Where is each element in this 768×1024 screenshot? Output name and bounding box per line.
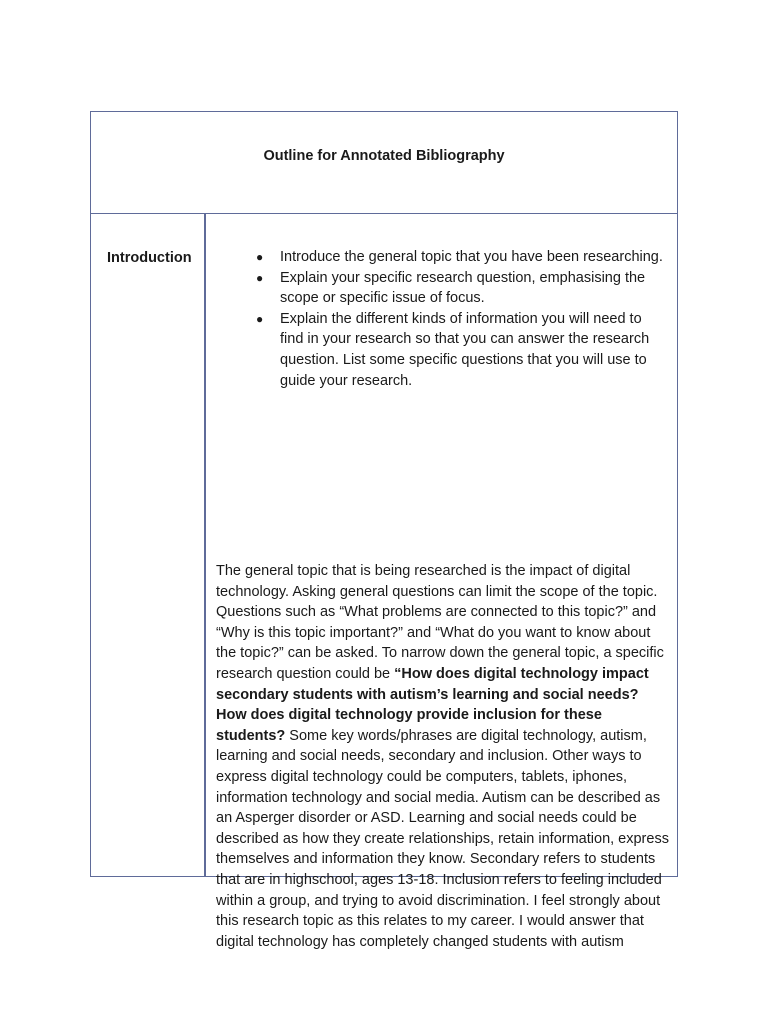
paragraph-text-start: The general topic that is being researched is the impact of digital technology. Asking general questions can limit the scope of the topic. Questions such as “What problems are connected to this topic?” and “Why is this topic important?” and “What do you want to know about the topic?” can be asked. To narrow down the general topic, a specific research question could be bbox=[216, 563, 664, 682]
instruction-text: Explain the different kinds of information you will need to find in your research so that you can answer the research question. List some specific questions that you will use to guide your research. bbox=[280, 310, 650, 389]
section-content-cell bbox=[206, 214, 677, 950]
instruction-list bbox=[256, 247, 666, 391]
section-label-cell bbox=[91, 214, 206, 876]
instruction-item bbox=[256, 247, 666, 268]
introduction-paragraph bbox=[216, 561, 672, 952]
title-row bbox=[91, 112, 677, 214]
research-question-bold: “How does digital technology impact secondary students with autism’s learning and social needs? How does digital technology provide inclusion for these students? bbox=[216, 665, 649, 744]
instruction-text: Introduce the general topic that you have been researching. bbox=[280, 249, 663, 265]
bullet-icon: ● bbox=[256, 250, 264, 264]
instruction-item bbox=[256, 309, 666, 391]
instruction-item bbox=[256, 268, 666, 309]
bullet-icon: ● bbox=[256, 311, 264, 326]
section-label-introduction: Introduction bbox=[107, 250, 192, 266]
document-title: Outline for Annotated Bibliography bbox=[263, 148, 505, 164]
outline-table bbox=[90, 111, 678, 950]
paragraph-text-end: Some key words/phrases are digital technology, autism, learning and social needs, secondary and inclusion. Other ways to express digital technology could be computers, tablets, iphones, information technology and social media. Autism can be described as an Asperger disorder or ASD. Learning and social needs could be described as how they create relationships, retain information, express themselves and information they know. Secondary refers to students that are in highschool, ages 13-18. Inclusion refers to feeling included within a group, and trying to avoid discrimination. I feel strongly about this research topic as this relates to my career. I would answer that digital technology has completely changed students with autism bbox=[216, 727, 669, 950]
bullet-icon: ● bbox=[256, 270, 264, 285]
instruction-text: Explain your specific research question, emphasising the scope or specific issue of focus. bbox=[280, 269, 646, 307]
